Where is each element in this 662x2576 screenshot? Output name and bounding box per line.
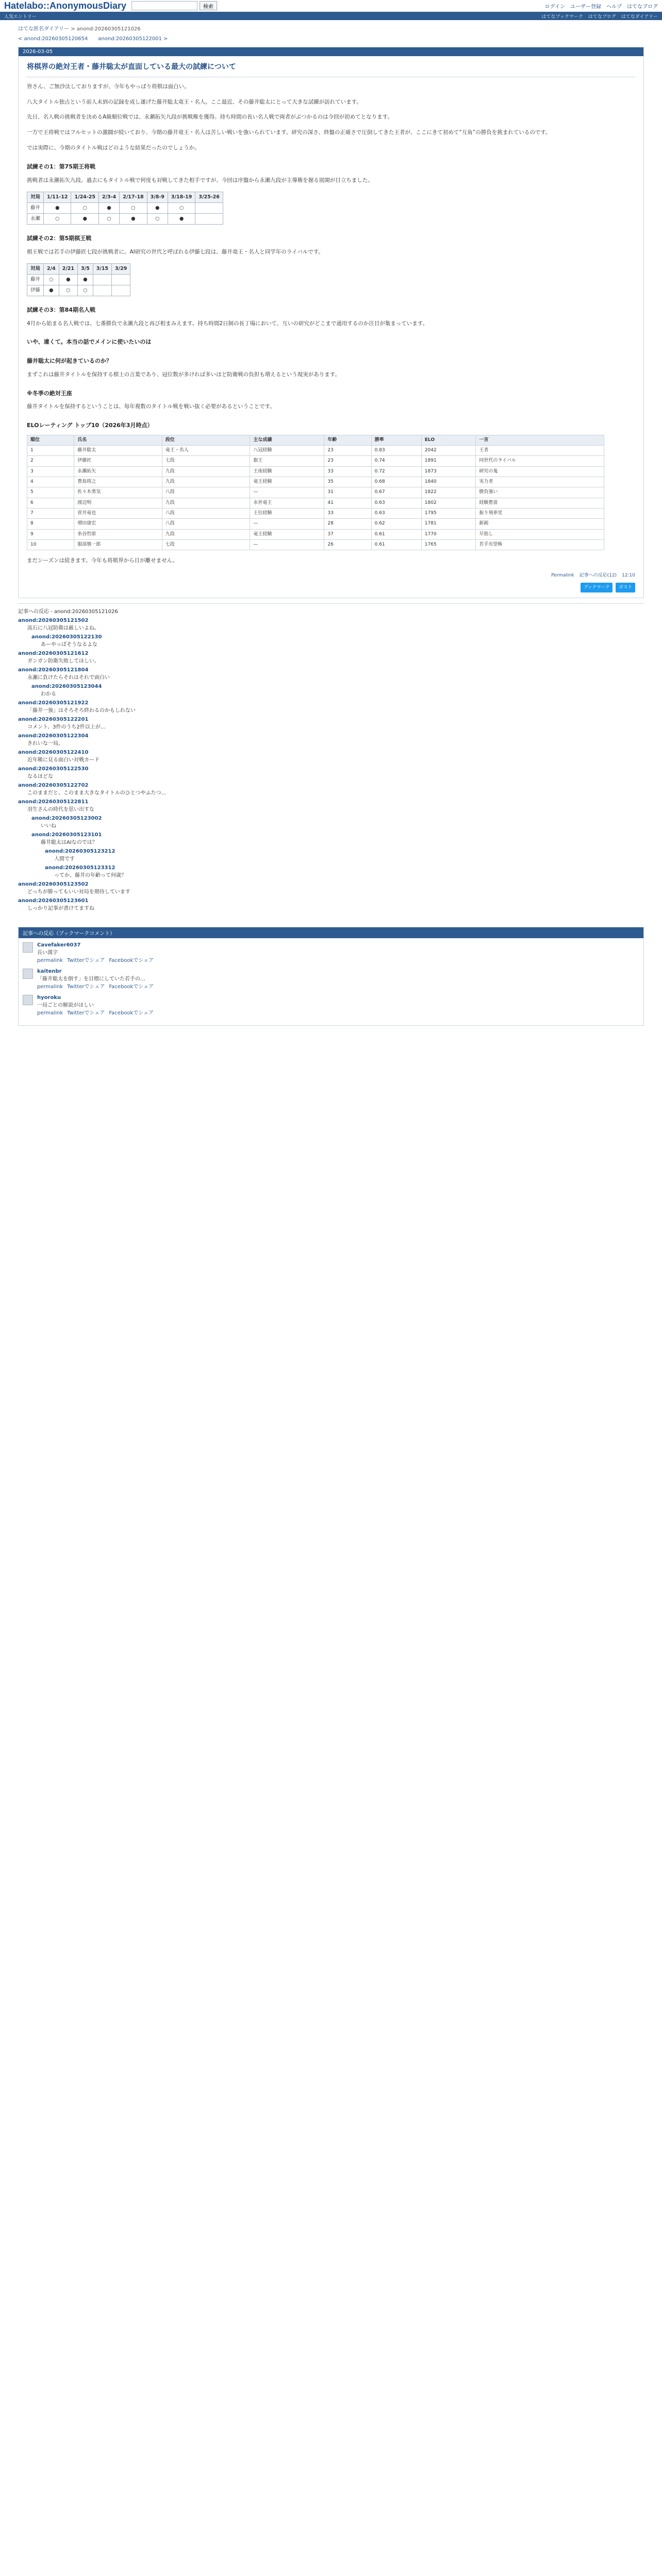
table-cell [112,274,130,285]
comment-author[interactable]: anond:20260305121502 [18,617,89,623]
table-cell: 若手有望株 [476,539,604,550]
comment-item [18,618,644,631]
table-cell: 竜王・名人 [162,446,250,456]
section-heading-2: 試練その2：第5期棋王戦 [27,234,92,242]
table-row [27,529,604,539]
table-header: 主な成績 [250,435,324,445]
section-heading-3: 試練その3：第84期名人戦 [27,306,95,313]
bookmark-user-row [23,995,639,1016]
comments-section [18,603,644,911]
bookmark-user-links [37,1008,158,1016]
paragraph: 八大タイトル独占という前人未到の記録を成し遂げた藤井聡太竜王・名人。ここ最近、その藤井聡太にとって大きな試練が訪れています。 [27,98,362,105]
table-cell: ○ [44,274,59,285]
comment-body: 人間です [54,856,75,862]
entry-date: 2026-03-05 [19,47,643,56]
table-header: 順位 [27,435,74,445]
reactions-link[interactable]: 記事への反応(12) [579,573,617,578]
bookmark-share-button[interactable]: ブックマーク [581,583,613,592]
table-header: 氏名 [74,435,162,445]
table-cell: ● [168,213,195,224]
comment-item [31,684,644,697]
comment-author[interactable]: anond:20260305121612 [18,650,89,656]
table-cell: ○ [71,202,98,213]
comment-list [18,618,644,911]
table-cell: 藤井 [27,274,44,285]
table-cell: 8 [27,519,74,529]
table-row [27,477,604,487]
bookmark-user-link[interactable]: permalink [37,984,63,990]
paragraph: では実際に、今期のタイトル戦はどのような結果だったのでしょうか。 [27,145,200,151]
table-header: ELO [421,435,476,445]
table-cell: 1 [27,446,74,456]
table-row [27,466,604,477]
entry-footer [27,572,635,580]
paragraph: 一方で王将戦ではフルセットの激闘が続いており、今期の藤井竜王・名人は苦しい戦いを強いられています。研究の深さ、終盤の正確さで圧倒してきた王者が、ここにきて初めて“互角”の勝負を挑まれているのです。 [27,129,551,136]
table-cell: 9 [27,529,74,539]
table-cell: 叡王 [250,456,324,466]
table-cell: 1802 [421,498,476,508]
table-row [27,202,223,213]
table-header: 3/8-9 [147,192,168,202]
table-header: 年齢 [324,435,371,445]
comment-author[interactable]: anond:20260305122130 [31,634,102,640]
table-header: 1/11-12 [44,192,71,202]
table-cell: 1770 [421,529,476,539]
table-cell: 26 [324,539,371,550]
table-cell: 九段 [162,477,250,487]
table-header: 3/25-26 [195,192,223,202]
table-header: 3/18-19 [168,192,195,202]
comment-item [18,898,644,911]
comment-body: 近年稀に見る面白い対戦カード [27,757,100,763]
question-heading-1: 藤井聡太に何が起きているのか？ [27,358,112,365]
table-cell: 九段 [162,529,250,539]
elo-table [27,435,604,550]
table-cell: 0.61 [371,529,421,539]
bookmark-comments-box [18,927,644,1026]
comment-item [18,717,644,730]
comment-body: コメント、3件のうち2件以上が… [27,724,106,730]
entry [18,47,644,598]
section-text-2: 棋王戦では若手の伊藤匠七段が挑戦者に。AI研究の世代と呼ばれる伊藤七段は、藤井竜王・名人と同学年のライバルです。 [27,248,324,255]
table-cell: 0.62 [371,519,421,529]
topnav-login[interactable]: ログイン [544,4,565,10]
comment-author[interactable]: anond:20260305122530 [18,766,89,772]
table-cell: 永瀬 [27,213,44,224]
table-cell: 糸谷哲郎 [74,529,162,539]
comment-item [18,651,644,664]
comment-body: わかる [41,691,56,697]
share-buttons [27,583,635,592]
table-cell: 永世竜王 [250,498,324,508]
table-row [27,446,604,456]
bookmark-user-link[interactable]: Twitterでシェア [67,984,105,990]
breadcrumb-current: anond:20260305121026 [76,26,141,32]
comment-item [18,667,644,681]
post-share-button[interactable]: ポスト [616,583,635,592]
comment-author[interactable]: anond:20260305122304 [18,733,89,739]
search-input[interactable] [131,1,197,10]
table-cell: 藤井聡太 [74,446,162,456]
table-cell: ● [98,202,119,213]
table-cell: 渡辺明 [74,498,162,508]
site-logo[interactable]: Hatelabo::AnonymousDiary [4,0,127,11]
question-heading-2: ※冬季の絶対王座 [27,389,72,397]
table-cell: ○ [120,202,147,213]
table-cell: 1873 [421,466,476,477]
comment-body: このままだと、このまま大きなタイトルのひとつやふたつ… [27,790,167,796]
comment-body: 羽生さんの時代を思い出すな [27,806,94,812]
table-cell: — [250,519,324,529]
bookmark-user-row [23,942,639,963]
bookmark-user-col [37,969,158,990]
avatar[interactable] [23,995,33,1005]
comment-author[interactable]: anond:20260305123502 [18,881,89,887]
table-cell: 服部慎一郎 [74,539,162,550]
table-cell [195,213,223,224]
table-header: 2/4 [44,263,59,274]
bookmark-user-note: 長い漢字 [37,950,58,956]
avatar[interactable] [23,942,33,953]
table-row [27,213,223,224]
bookmark-comments-header: 記事への反応（ブックマークコメント） [19,927,643,938]
comments-header: 記事への反応 - anond:20260305121026 [18,608,118,615]
table-header: 2/17-18 [120,192,147,202]
table-cell [112,285,130,296]
table-cell: 同世代のライバル [476,456,604,466]
table-cell: 竜王経験 [250,529,324,539]
entry-title[interactable]: 将棋界の絶対王者・藤井聡太が直面している最大の試練について [27,61,635,77]
table-cell: 6 [27,498,74,508]
comment-body: きれいな一局。 [27,740,63,747]
comment-author[interactable]: anond:20260305122410 [18,749,89,755]
table-header: 段位 [162,435,250,445]
elo-caption: ELOレーティング トップ10（2026年3月時点） [27,422,153,429]
comment-item [18,799,644,812]
table-cell: 2042 [421,446,476,456]
table-cell: 王座経験 [250,466,324,477]
table-header: 2/21 [59,263,77,274]
comment-body: いいね [41,823,56,829]
section-text-3: 4月から始まる名人戦では、七番勝負で永瀬九段と再び相まみえます。持ち時間2日制の長丁場において、互いの研究がどこまで通用するのか注目が集まっています。 [27,320,428,327]
table-cell: 23 [324,446,371,456]
bookmark-user-link[interactable]: Facebookでシェア [109,957,154,963]
section-text-1: 挑戦者は永瀬拓矢九段。過去にもタイトル戦で何度も対戦してきた相手ですが、今回は序盤から永瀬九段が主導権を握る展開が目立ちました。 [27,177,373,183]
blue-subnav-right [541,13,658,20]
table-header: 3/29 [112,263,130,274]
table-cell [93,274,111,285]
table-cell: 35 [324,477,371,487]
comment-author[interactable]: anond:20260305123002 [31,815,102,821]
comment-body: 永瀬に負けたらそれはそれで面白い [27,674,110,681]
comment-author[interactable]: anond:20260305123044 [31,683,102,689]
table-row [27,487,604,498]
table-cell: 0.74 [371,456,421,466]
breadcrumb [18,24,644,32]
table-header: 勝率 [371,435,421,445]
table-header: 2/3-4 [98,192,119,202]
table-cell: 経験豊富 [476,498,604,508]
comment-body: しっかり記事が書けてますね [27,905,94,911]
table-cell: 伊藤匠 [74,456,162,466]
table-cell: ● [147,202,168,213]
bookmark-user-link[interactable]: permalink [37,957,63,963]
table-row [27,456,604,466]
table-cell: 0.63 [371,508,421,518]
table-cell: 2 [27,456,74,466]
kifu-table-2 [27,263,130,296]
comment-author[interactable]: anond:20260305122201 [18,716,89,722]
comment-body: どっちが勝ってもいい対局を期待しています [27,889,130,895]
table-cell: ○ [44,213,71,224]
table-cell: 5 [27,487,74,498]
table-cell: 八冠経験 [250,446,324,456]
table-cell: 王者 [476,446,604,456]
service-link-diary[interactable]: はてなダイアリー [621,14,658,20]
comment-author[interactable]: anond:20260305123212 [45,848,115,854]
table-row [27,519,604,529]
comment-author[interactable]: anond:20260305122811 [18,799,89,805]
table-cell: 研究の鬼 [476,466,604,477]
bookmark-user-link[interactable]: Facebookでシェア [109,1010,154,1016]
table-cell: 0.67 [371,487,421,498]
topnav-help[interactable]: ヘルプ [606,4,622,10]
table-cell: 0.83 [371,446,421,456]
table-row [27,285,130,296]
topnav-blog[interactable]: はてなブログ [627,4,658,10]
comment-item [45,865,644,878]
table-cell: 九段 [162,466,250,477]
comment-body: 「藤井一強」はそろそろ終わるのかもしれない [27,707,136,714]
table-cell: 竜王経験 [250,477,324,487]
table-cell: ○ [168,202,195,213]
bookmark-comments-body [19,938,643,1025]
comment-item [31,832,644,845]
bookmark-user-col [37,995,158,1016]
entry-pager [18,36,644,42]
table-cell: ● [78,274,93,285]
table-cell: 七段 [162,456,250,466]
question-text-1: まずこれは藤井タイトルを保持する棋士の言葉であり、冠位数が多ければ多いほど防衛戦の負担も増えるという現実があります。 [27,371,340,378]
section-heading-4: いや、違くて。本当の話でメインに使いたいのは [27,338,152,346]
comment-item [18,766,644,779]
table-cell: 実力者 [476,477,604,487]
table-cell: 新鋭 [476,519,604,529]
bookmark-user-note: 「藤井聡太を倒す」を目標にしていた若手の… [37,976,145,982]
bookmark-user-links [37,956,158,963]
table-cell: 0.61 [371,539,421,550]
table-cell: 37 [324,529,371,539]
comment-author[interactable]: anond:20260305121804 [18,667,89,673]
table-cell: 31 [324,487,371,498]
table-header-row [27,192,223,202]
top-bar [0,0,662,12]
table-cell: 1891 [421,456,476,466]
search-area [131,1,217,10]
table-cell: 勝負強い [476,487,604,498]
table-cell: ● [120,213,147,224]
breadcrumb-home[interactable]: はてな匿名ダイアリー [18,26,70,32]
table-cell: 1840 [421,477,476,487]
comment-body: なるほどな [27,773,53,779]
table-cell: ○ [98,213,119,224]
table-cell: 伊藤 [27,285,44,296]
table-cell: 八段 [162,487,250,498]
table-cell: 0.68 [371,477,421,487]
comment-item [31,816,644,829]
bookmark-user-name[interactable]: kaitenbr [37,968,62,974]
comment-item [45,849,644,862]
comment-item [18,882,644,895]
table-cell: 4 [27,477,74,487]
kifu-table-1 [27,192,223,225]
page [18,24,644,1026]
table-cell: 早指し [476,529,604,539]
table-cell: 八段 [162,508,250,518]
table-cell: — [250,487,324,498]
table-header: 一言 [476,435,604,445]
table-header-row [27,435,604,445]
table-header: 対局 [27,263,44,274]
bookmark-user-links [37,982,158,990]
table-cell: ● [44,202,71,213]
table-cell: 増田康宏 [74,519,162,529]
table-cell: 九段 [162,498,250,508]
table-cell [93,285,111,296]
comment-author[interactable]: anond:20260305123312 [45,865,115,871]
table-row [27,274,130,285]
table-cell: 藤井 [27,202,44,213]
bookmark-user-note: 一局ごとの解説がほしい [37,1002,94,1008]
table-cell: 1781 [421,519,476,529]
bookmark-user-name[interactable]: Cavefaker6037 [37,942,81,948]
table-header: 3/5 [78,263,93,274]
question-text-2: 藤井タイトルを保持するということは、毎年複数のタイトル戦を戦い抜く必要があるということです。 [27,403,275,410]
paragraph: 皆さん、ご無沙汰しておりますが、今年もやっぱり将棋は面白い。 [27,83,190,90]
table-cell: 41 [324,498,371,508]
table-cell: ○ [78,285,93,296]
table-cell: 永瀬拓矢 [74,466,162,477]
table-cell: — [250,539,324,550]
table-cell: 菅井竜也 [74,508,162,518]
service-link-bookmark[interactable]: はてなブックマーク [541,14,583,20]
table-header: 対局 [27,192,44,202]
bookmark-user-row [23,969,639,990]
permalink-link[interactable]: Permalink [551,573,574,578]
bookmark-user-name[interactable]: hyoroku [37,994,61,1001]
table-cell: ○ [147,213,168,224]
comment-author[interactable]: anond:20260305123601 [18,897,89,904]
table-header-row [27,263,130,274]
service-link-blog[interactable]: はてなブログ [588,14,616,20]
bookmark-user-link[interactable]: Twitterでシェア [67,957,105,963]
search-button[interactable]: 検索 [200,1,217,10]
table-cell: 23 [324,456,371,466]
table-cell: 7 [27,508,74,518]
table-row [27,508,604,518]
table-row [27,498,604,508]
comment-item [18,733,644,747]
blue-subnav [0,12,662,20]
entry-time: 12:10 [622,573,635,578]
table-cell: 3 [27,466,74,477]
table-header: 1/24-25 [71,192,98,202]
comment-body: あーやっぱそうなるよな [41,641,97,648]
table-cell: ● [71,213,98,224]
comment-body: ってか、藤井の年齢って何歳？ [54,872,126,878]
bookmark-user-link[interactable]: permalink [37,1010,63,1016]
comment-item [18,783,644,796]
table-cell: 33 [324,508,371,518]
table-cell: 八段 [162,519,250,529]
elo-table-body [27,446,604,550]
table-cell: 1822 [421,487,476,498]
table-cell: 1765 [421,539,476,550]
entry-body [19,56,643,598]
comment-item [18,700,644,714]
table-cell: 七段 [162,539,250,550]
table-cell: 0.63 [371,498,421,508]
table-cell: ● [44,285,59,296]
paragraph: 先日、名人戦の挑戦者を決めるA級順位戦では、永瀬拓矢九段が挑戦権を獲得。持ち時間の長い名人戦で両者がぶつかるのは今回が初めてとなります。 [27,114,393,121]
top-nav [545,2,658,10]
table-row [27,539,604,550]
table-header: 3/15 [93,263,111,274]
topnav-register[interactable]: ユーザー登録 [570,4,601,10]
comment-author[interactable]: anond:20260305122702 [18,782,89,788]
next-entry-link[interactable]: anond:20260305122001 > [98,36,168,42]
comment-author[interactable]: anond:20260305123101 [31,832,102,838]
comment-author[interactable]: anond:20260305121922 [18,700,89,706]
comment-item [31,634,644,648]
popular-entries-link[interactable]: 人気エントリー [4,14,37,20]
table-cell: ○ [59,285,77,296]
bookmark-user-col [37,942,158,963]
table-cell: 振り飛車党 [476,508,604,518]
comment-item [18,750,644,763]
comment-body: ガンガン防衛失敗してほしい。 [27,658,100,664]
breadcrumb-separator: > [71,26,77,32]
avatar[interactable] [23,969,33,979]
table-cell: 豊島将之 [74,477,162,487]
table-cell: ● [59,274,77,285]
comment-body: 流石に八冠防衛は厳しいよね。 [27,625,100,631]
table-cell: 10 [27,539,74,550]
table-cell: 1795 [421,508,476,518]
prev-entry-link[interactable]: < anond:20260305120654 [18,36,88,42]
table-cell: 28 [324,519,371,529]
bookmark-user-link[interactable]: Twitterでシェア [67,1010,105,1016]
comment-body: 藤井聡太はAIなのでは？ [41,839,97,845]
table-cell: 0.72 [371,466,421,477]
table-cell: 佐々木勇気 [74,487,162,498]
table-cell [195,202,223,213]
section-heading-1: 試練その1：第75期王将戦 [27,163,95,171]
table-cell: 33 [324,466,371,477]
closing-paragraph: まだシーズンは続きます。今年も将棋界から目が離せません。 [27,557,178,564]
table-cell: 王位経験 [250,508,324,518]
bookmark-user-link[interactable]: Facebookでシェア [109,984,154,990]
